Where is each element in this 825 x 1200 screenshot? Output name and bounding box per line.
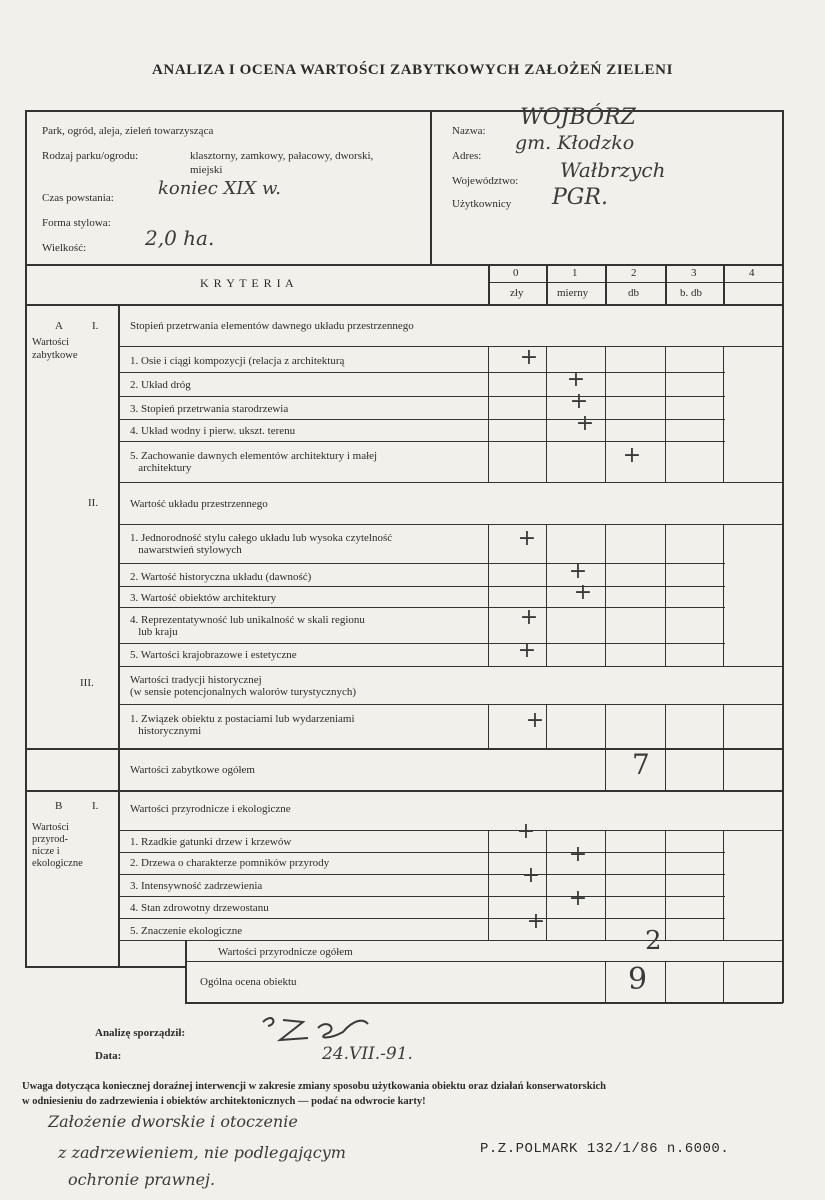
kryteria-title: K R Y T E R I A [200,276,295,290]
handwritten-note-3: ochronie prawnej. [68,1170,216,1189]
section-a-letter: A [55,320,63,332]
group1-item-2: 2. Układ dróg [130,379,191,391]
mark-a1-2: + [566,367,586,392]
mark-a2-1: + [517,526,537,551]
group2-item-5: 5. Wartości krajobrazowe i estetyczne [130,649,297,661]
czas-value: koniec XIX w. [158,178,282,199]
handwritten-note-2: z zadrzewieniem, nie podlegającym [58,1143,346,1162]
adres-value: gm. Kłodzko [515,132,635,154]
mark-a2-3: + [573,580,593,605]
group1-title: Stopień przetrwania elementów dawnego układu przestrzennego [130,320,414,332]
score-1: 1 [572,267,578,279]
mark-b-5: + [526,909,546,934]
mark-a2-2: + [568,559,588,584]
section-b-total-value: 2 [645,926,662,956]
section-b-label: Wartości przyrod- nicze i ekologiczne [32,822,83,869]
signature [258,1010,388,1048]
mark-b-1: + [516,819,536,844]
rodzaj-options: klasztorny, zamkowy, pałacowy, dworski, [190,150,374,162]
rodzaj-options-2: miejski [190,164,223,176]
handwritten-note-1: Założenie dworskie i otoczenie [48,1112,298,1131]
park-label: Park, ogród, aleja, zieleń towarzysząca [42,125,214,137]
section-b-item-5: 5. Znaczenie ekologiczne [130,925,243,937]
section-b-item-3: 3. Intensywność zadrzewienia [130,880,263,892]
group3-title: Wartości tradycji historycznej (w sensie potencjonalnych walorów turystycznych) [130,674,357,698]
mark-b-2: + [568,842,588,867]
data-label: Data: [95,1050,122,1062]
mark-b-3: + [521,863,541,888]
wojewodztwo-label: Województwo: [452,175,519,187]
section-b-item-1: 1. Rzadkie gatunki drzew i krzewów [130,836,292,848]
mark-a3-1: + [525,708,545,733]
section-b-total-label: Wartości przyrodnicze ogółem [218,946,353,958]
section-a-roman-3: III. [80,677,94,689]
score-3: 3 [691,267,697,279]
mark-a2-4: + [519,605,539,630]
group1-item-5: 5. Zachowanie dawnych elementów architektury i małej architektury [130,450,378,474]
overall-value: 9 [628,962,648,997]
analiza-label: Analizę sporządził: [95,1027,186,1039]
signature-icon [258,1010,388,1048]
section-a-total-value: 7 [632,748,650,781]
mark-a1-1: + [519,345,539,370]
score-0: 0 [513,267,519,279]
group2-title: Wartość układu przestrzennego [130,498,268,510]
rodzaj-label: Rodzaj parku/ogrodu: [42,150,139,162]
uzytkownicy-label: Użytkownicy [452,198,512,210]
printer-mark: P.Z.POLMARK 132/1/86 n.6000. [480,1141,730,1157]
section-a-label: Wartości zabytkowe [32,337,78,361]
nazwa-label: Nazwa: [452,125,486,137]
uzytkownicy-value: PGR. [552,185,608,210]
score-label-0: zły [510,287,524,299]
wojewodztwo-value: Wałbrzych [560,158,666,182]
section-b-letter: B [55,800,63,812]
section-b-roman: I. [92,800,99,812]
note-line-2: w odniesieniu do zadrzewienia i obiektów architektonicznych — podać na odwrocie karty! [22,1096,426,1107]
wielkosc-value: 2,0 ha. [145,226,215,250]
section-b-item-2: 2. Drzewa o charakterze pomników przyrody [130,857,330,869]
group1-item-1: 1. Osie i ciągi kompozycji (relacja z architekturą [130,355,345,367]
mark-b-4: + [568,886,588,911]
adres-label: Adres: [452,150,482,162]
score-label-1: mierny [557,287,589,299]
group2-item-4: 4. Reprezentatywność lub unikalność w skali regionu lub kraju [130,614,365,638]
overall-label: Ogólna ocena obiektu [200,976,297,988]
mark-a1-3: + [569,389,589,414]
section-a-total-label: Wartości zabytkowe ogółem [130,764,255,776]
group1-item-4: 4. Układ wodny i pierw. ukszt. terenu [130,425,296,437]
mark-a1-4: + [575,411,595,436]
mark-a1-5: + [622,443,642,468]
note-line-1: Uwaga dotycząca koniecznej doraźnej interwencji w zakresie zmiany sposobu użytkowania obiektu oraz działań konserwatorskich [22,1081,606,1092]
group3-item-1: 1. Związek obiektu z postaciami lub wydarzeniami historycznymi [130,713,355,737]
mark-a2-5: + [517,638,537,663]
czas-label: Czas powstania: [42,192,114,204]
section-b-item-4: 4. Stan zdrowotny drzewostanu [130,902,269,914]
section-a-roman-1: I. [92,320,99,332]
nazwa-value: WOJBÓRZ [520,105,636,130]
section-b-group-title: Wartości przyrodnicze i ekologiczne [130,803,291,815]
group2-item-2: 2. Wartość historyczna układu (dawność) [130,571,312,583]
section-a-roman-2: II. [88,497,99,509]
score-2: 2 [631,267,637,279]
score-label-2: db [628,287,639,299]
group2-item-1: 1. Jednorodność stylu całego układu lub wysoka czytelność nawarstwień stylowych [130,532,393,556]
data-value: 24.VII.-91. [322,1044,413,1064]
document-title: ANALIZA I OCENA WARTOŚCI ZABYTKOWYCH ZAŁOŻEŃ ZIELENI [151,62,674,78]
score-4: 4 [749,267,755,279]
wielkosc-label: Wielkość: [42,242,87,254]
group1-item-3: 3. Stopień przetrwania starodrzewia [130,403,289,415]
score-label-3: b. db [680,287,702,299]
group2-item-3: 3. Wartość obiektów architektury [130,592,277,604]
forma-label: Forma stylowa: [42,217,111,229]
